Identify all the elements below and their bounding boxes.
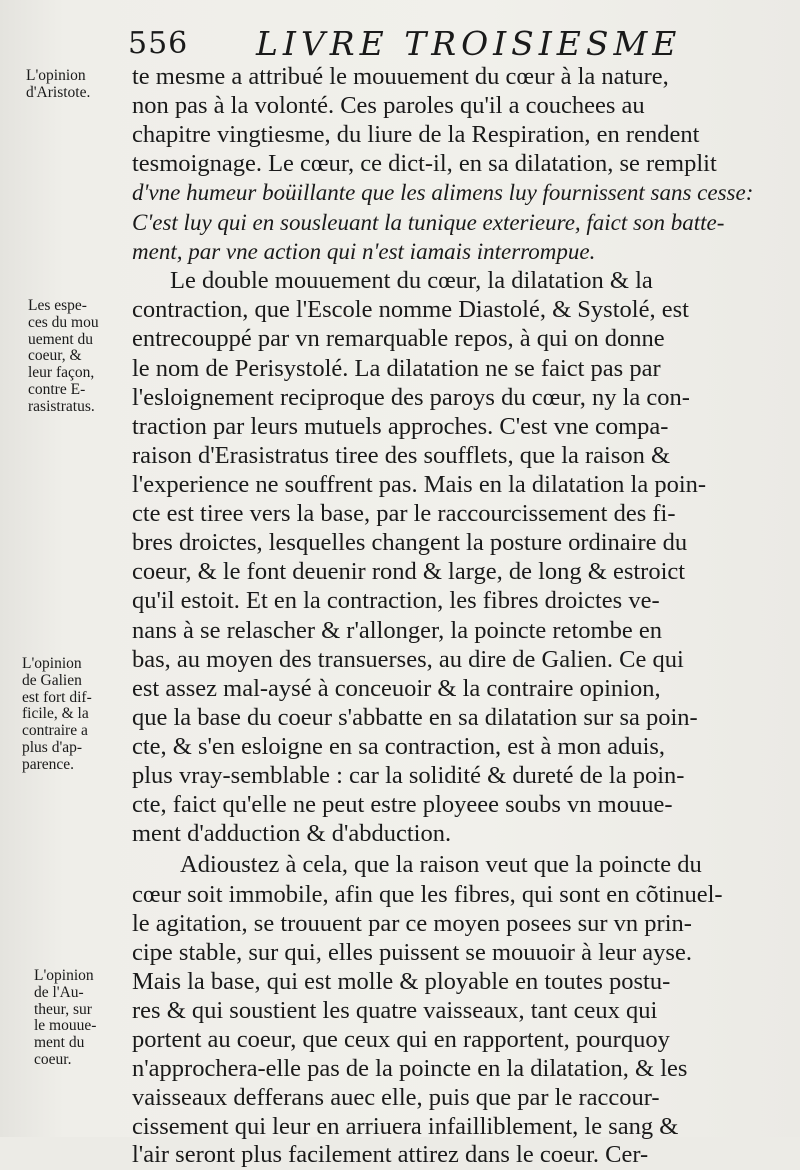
margin-note-line: contraire a (22, 722, 88, 740)
text-line: ment, par vne action qui n'est iamais interrompue. (132, 239, 596, 264)
margin-note-line: L'opinion (34, 967, 94, 984)
text-line: cœur soit immobile, afin que les fibres, qui sont en cõtinuel- (132, 881, 723, 908)
text-line: l'esloignement reciproque des paroys du cœur, ny la con- (132, 384, 690, 411)
margin-note-line: contre E- (28, 380, 86, 398)
text-line: plus vray-semblable : car la solidité & dureté de la poin- (132, 762, 685, 789)
margin-note-line: uement du (28, 330, 93, 348)
text-line: C'est luy qui en sousleuant la tunique exterieure, faict son batte- (132, 210, 725, 235)
text-line: cte est tiree vers la base, par le raccourcissement des fi- (132, 500, 676, 527)
text-line: chapitre vingtiesme, du liure de la Respiration, en rendent (132, 121, 700, 148)
margin-note-line: coeur. (34, 1050, 72, 1068)
text-line: n'approchera-elle pas de la poincte en la dilatation, & les (132, 1055, 688, 1082)
text-line: raison d'Erasistratus tiree des soufflets, que la raison & (132, 442, 671, 469)
margin-note-line: coeur, & (28, 347, 82, 365)
text-line: ment d'adduction & d'abduction. (132, 820, 452, 847)
margin-note-galien (22, 656, 124, 774)
text-line: res & qui soustient les quatre vaisseaux, tant ceux qui (132, 997, 658, 1024)
text-line: cte, faict qu'elle ne peut estre ployeee soubs vn mouue- (132, 791, 673, 818)
text-line: que la base du coeur s'abbatte en sa dilatation sur sa poin- (132, 704, 698, 731)
margin-note-line: theur, sur (34, 1000, 92, 1018)
margin-note-line: L'opinion (26, 67, 86, 84)
margin-note-line: de Galien (22, 671, 82, 689)
text-line: est assez mal-aysé à conceuoir & la contraire opinion, (132, 675, 661, 702)
margin-note-line: ficile, & la (22, 705, 89, 723)
text-line: cte, & s'en esloigne en sa contraction, est à mon aduis, (132, 733, 666, 760)
main-text (132, 62, 772, 1168)
text-line: qu'il estoit. Et en la contraction, les fibres droictes ve- (132, 587, 660, 614)
text-line: l'experience ne souffrent pas. Mais en la dilatation la poin- (132, 471, 707, 498)
margin-note-line: parence. (22, 755, 75, 773)
page-number: 556 (128, 26, 189, 61)
text-line: bres droictes, lesquelles changent la posture ordinaire du (132, 529, 688, 556)
margin-note-line: est fort dif- (22, 688, 92, 706)
margin-note-line: d'Aristote. (26, 83, 91, 101)
text-line: d'vne humeur boüillante que les alimens luy fournissent sans cesse: (132, 180, 754, 205)
text-line: portent au coeur, que ceux qui en rapportent, pourquoy (132, 1026, 670, 1053)
margin-note-line: leur façon, (28, 364, 95, 382)
text-line: coeur, & le font deuenir rond & large, de long & estroict (132, 558, 686, 585)
text-line: l'air seront plus facilement attirez dans le coeur. Cer- (132, 1141, 649, 1168)
text-line: Adioustez à cela, que la raison veut que la poincte du (180, 851, 702, 878)
running-title: LIVRE TROISIESME (256, 24, 682, 63)
text-line: tesmoignage. Le cœur, ce dict-il, en sa dilatation, se remplit (132, 150, 717, 177)
text-line: te mesme a attribué le mouuement du cœur à la nature, (132, 63, 669, 90)
text-line: entrecouppé par vn remarquable repos, à qui on donne (132, 325, 665, 352)
margin-note-line: plus d'ap- (22, 738, 83, 756)
text-line: cissement qui leur en arriuera infailliblement, le sang & (132, 1113, 679, 1140)
text-line: Le double mouuement du cœur, la dilatation & la (170, 267, 653, 294)
text-line: le agitation, se trouuent par ce moyen posees sur vn prin- (132, 910, 692, 937)
margin-note-aristotle (26, 68, 128, 102)
text-line: bas, au moyen des transuerses, au dire de Galien. Ce qui (132, 646, 684, 673)
margin-note-line: L'opinion (22, 655, 82, 672)
margin-note-line: ment du (34, 1034, 85, 1052)
margin-note-line: Les espe- (28, 297, 87, 314)
text-line: cipe stable, sur qui, elles puissent se mouuoir à leur ayse. (132, 939, 692, 966)
margin-note-line: ces du mou (28, 313, 99, 331)
page-header (128, 22, 688, 66)
text-line: nans à se relascher & r'allonger, la poincte retombe en (132, 617, 662, 644)
text-line: traction par leurs mutuels approches. C'est vne compa- (132, 413, 669, 440)
margin-note-line: de l'Au- (34, 983, 84, 1001)
text-line: contraction, que l'Escole nomme Diastolé, & Systolé, est (132, 296, 689, 323)
text-line: Mais la base, qui est molle & ployable en toutes postu- (132, 968, 671, 995)
margin-note-heart-movements (28, 298, 130, 416)
margin-note-line: le mouue- (34, 1017, 97, 1035)
text-line: non pas à la volonté. Ces paroles qu'il a couchees au (132, 92, 645, 119)
margin-note-line: rasistratus. (28, 397, 95, 415)
text-line: vaisseaux defferans auec elle, puis que par le raccour- (132, 1084, 660, 1111)
text-line: le nom de Perisystolé. La dilatation ne se faict pas par (132, 355, 661, 382)
margin-note-author (34, 968, 136, 1069)
